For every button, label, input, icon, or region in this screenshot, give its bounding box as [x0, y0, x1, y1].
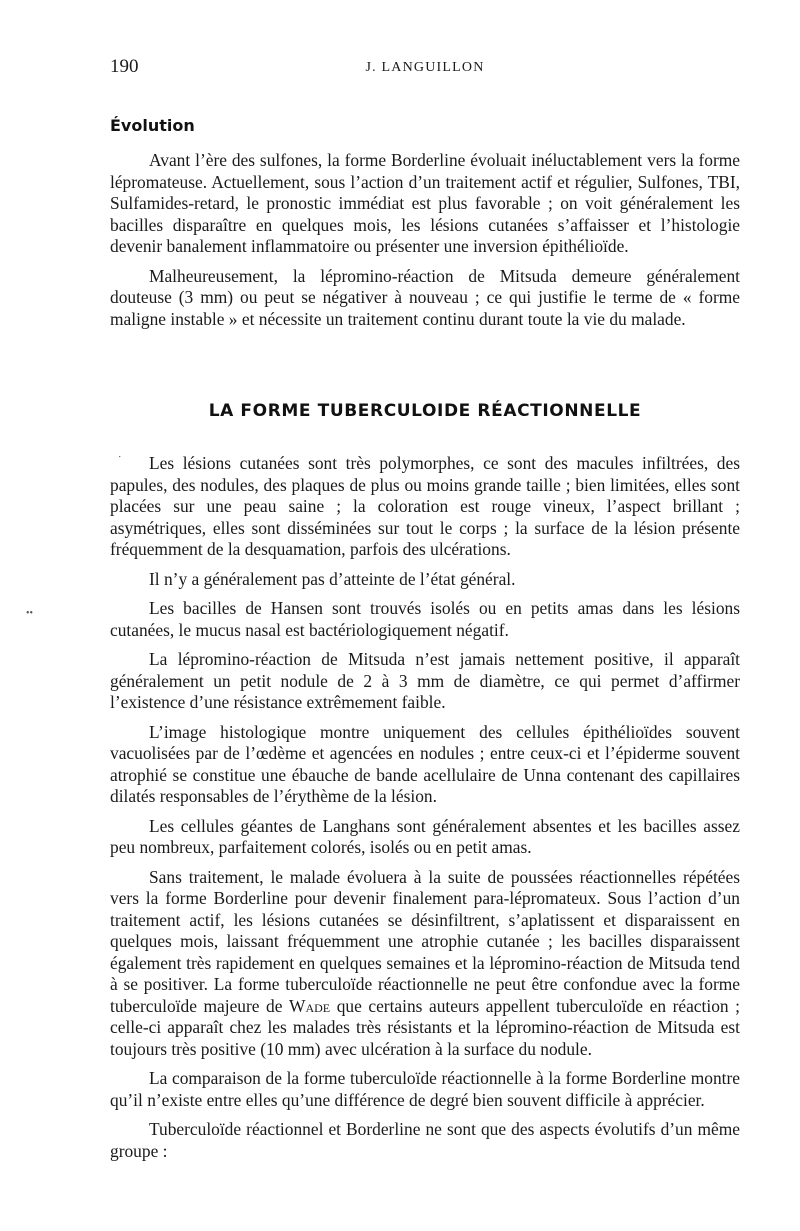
author-name-small-caps: Wade [289, 995, 331, 1016]
running-head [110, 56, 740, 80]
paragraph: La comparaison de la forme tuberculoïde réactionnelle à la forme Borderline montre qu’il n’existe entre elles qu’une différence de degré bien souvent difficile à apprécier. [110, 1068, 740, 1110]
margin-speck-mark: •• [26, 608, 34, 619]
paragraph: L’image histologique montre uniquement des cellules épithélioïdes souvent vacuolisées par de l’œdème et agencées en nodules ; entre ceux-ci et l’épiderme souvent atrophié se constitue une ébauche de bande acellulaire de Unna contenant des capillaires dilatés responsables de l’érythème de la lésion. [110, 721, 740, 806]
section-heading-forme-tuberculoide: LA FORME TUBERCULOIDE RÉACTIONNELLE [208, 401, 642, 421]
section-heading-evolution: Évolution [110, 116, 195, 135]
paragraph: Les cellules géantes de Langhans sont généralement absentes et les bacilles assez peu nombreux, parfaitement colorés, isolés ou en petit amas. [110, 815, 740, 857]
paragraph: Avant l’ère des sulfones, la forme Borderline évoluait inéluctablement vers la forme lépromateuse. Actuellement, sous l’action d’un traitement actif et régulier, Sulfones, TBI, Sulfamides-retard, le pronostic immédiat est plus favorable ; on voit généralement les bacilles disparaître en quelques mois, les lésions cutanées s’affaisser et l’histologie devenir banalement inflammatoire ou présenter une inversion épithélioïde. [110, 150, 740, 256]
paragraph: La lépromino-réaction de Mitsuda n’est jamais nettement positive, il apparaît généralement un petit nodule de 2 à 3 mm de diamètre, ce qui permet d’affirmer l’existence d’une résistance extrêmement faible. [110, 649, 740, 712]
paragraph: Il n’y a généralement pas d’atteinte de l’état général. [149, 568, 516, 589]
paragraph: Les bacilles de Hansen sont trouvés isolés ou en petits amas dans les lésions cutanées, le mucus nasal est bactériologiquement négatif. [110, 598, 740, 640]
ink-speck-mark: ⋅ [118, 452, 122, 463]
paragraph: Tuberculoïde réactionnel et Borderline ne sont que des aspects évolutifs d’un même groupe : [110, 1119, 740, 1161]
paragraph: Les lésions cutanées sont très polymorphes, ce sont des macules infiltrées, des papules, des nodules, des plaques de plus ou moins grande taille ; bien limitées, elles sont placées sur une peau saine ; la coloration est rouge vineux, l’aspect brillant ; asymétriques, elles sont disséminées sur tout le corps ; la surface de la lésion présente fréquemment de la desquamation, parfois des ulcérations. [110, 453, 740, 559]
paragraph: Sans traitement, le malade évoluera à la suite de poussées réactionnelles répétées vers la forme Borderline pour devenir finalement para-lépromateux. Sous l’action d’un traitement actif, les lésions cutanées se désinfiltrent, s’aplatissent et disparaissent en quelques mois, laissant fréquemment une atrophie cutanée ; les bacilles disparaissent également très rapidement en quelques semaines et la lépromino-réaction de Mitsuda tend à se positiver. La forme tuberculoïde réactionnelle ne peut être confondue avec la forme tuberculoïde majeure de Wade que certains auteurs appellent tuberculoïde en réaction ; celle-ci apparaît chez les malades très résistants et la lépromino-réaction de Mitsuda est toujours très positive (10 mm) avec ulcération à la surface du nodule. [110, 866, 740, 1059]
tuberculoide-text [110, 453, 740, 1170]
evolution-text [110, 150, 740, 338]
paragraph: Malheureusement, la lépromino-réaction de Mitsuda demeure généralement douteuse (3 mm) ou peut se négativer à nouveau ; ce qui justifie le terme de « forme maligne instable » et nécessite un traitement continu durant toute la vie du malade. [110, 265, 740, 329]
running-head-author: J. LANGUILLON [365, 60, 485, 75]
page-number: 190 [110, 56, 139, 77]
